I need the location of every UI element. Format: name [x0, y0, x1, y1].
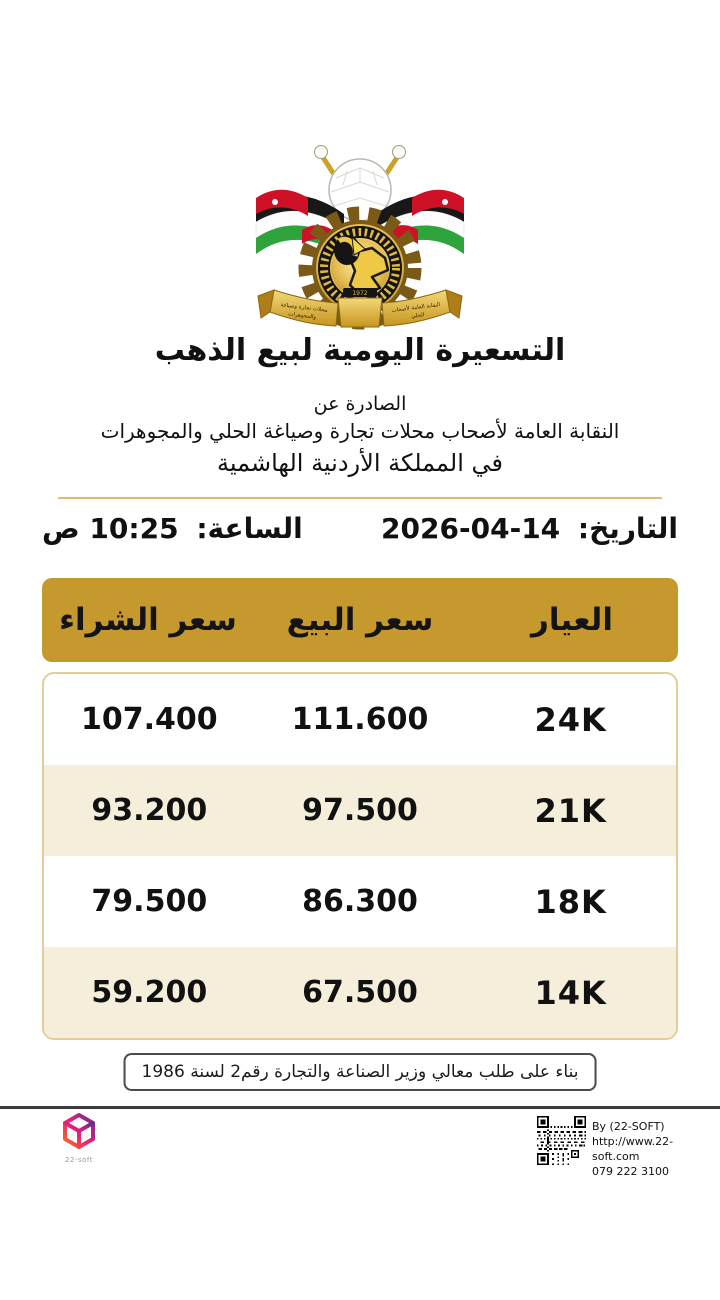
table-row	[44, 856, 676, 947]
col-header-buy: سعر الشراء	[59, 602, 237, 638]
country-line: في المملكة الأردنية الهاشمية	[216, 449, 504, 477]
karat-value: 21K	[534, 791, 607, 830]
ribbon-left-text-2: والمجوهرات	[287, 311, 317, 321]
datetime-row	[42, 512, 678, 545]
software-vendor-logo	[56, 1112, 102, 1164]
col-header-sell: سعر البيع	[286, 602, 434, 638]
col-header-karat: العيار	[531, 602, 613, 638]
karat-value: 18K	[534, 882, 607, 921]
ministerial-note: بناء على طلب معالي وزير الصناعة والتجارة رقم2 لسنة 1986	[124, 1053, 597, 1091]
sell-price: 111.600	[291, 702, 429, 737]
table-row	[44, 947, 676, 1038]
ribbon-left-text-1: محلات تجارة وصياغة	[280, 302, 328, 314]
price-table-header	[42, 578, 678, 662]
table-row	[44, 674, 676, 765]
price-table-body	[42, 672, 678, 1040]
cube-logo-caption: 22-soft	[65, 1156, 93, 1164]
karat-value: 14K	[534, 973, 607, 1012]
cube-logo-icon	[59, 1112, 99, 1152]
issued-by-line: الصادرة عن	[313, 393, 407, 415]
time-label: الساعة:	[196, 512, 303, 545]
buy-price: 79.500	[91, 884, 208, 919]
date-label: التاريخ:	[577, 512, 678, 545]
vendor-by-line: By (22-SOFT)	[592, 1120, 665, 1133]
table-row	[44, 765, 676, 856]
syndicate-line: النقابة العامة لأصحاب محلات تجارة وصياغة الحلي والمجوهرات	[100, 419, 620, 443]
buy-price: 59.200	[91, 975, 208, 1010]
date-field	[381, 512, 678, 545]
est-year: 1972	[352, 290, 368, 297]
karat-value: 24K	[534, 700, 607, 739]
sell-price: 86.300	[302, 884, 418, 919]
gold-divider	[58, 497, 662, 499]
qr-code-icon	[537, 1116, 586, 1165]
vendor-url: http://www.22-soft.com	[592, 1135, 674, 1163]
sell-price: 67.500	[302, 975, 418, 1010]
bottom-divider	[0, 1106, 720, 1109]
time-field	[42, 512, 303, 545]
page-title: التسعيرة اليومية لبيع الذهب	[154, 333, 566, 368]
time-value: 10:25 ص	[42, 512, 179, 545]
sell-price: 97.500	[302, 793, 418, 828]
ribbon-right-text-2: الحلي	[410, 312, 425, 320]
buy-price: 107.400	[81, 702, 218, 737]
vendor-credits	[592, 1119, 720, 1179]
syndicate-emblem	[244, 138, 476, 334]
ribbon-right-text-1: النقابة العامة لأصحاب	[391, 302, 441, 314]
date-value: 14-04-2026	[381, 512, 561, 545]
vendor-phone: 079 222 3100	[592, 1165, 669, 1178]
buy-price: 93.200	[91, 793, 208, 828]
